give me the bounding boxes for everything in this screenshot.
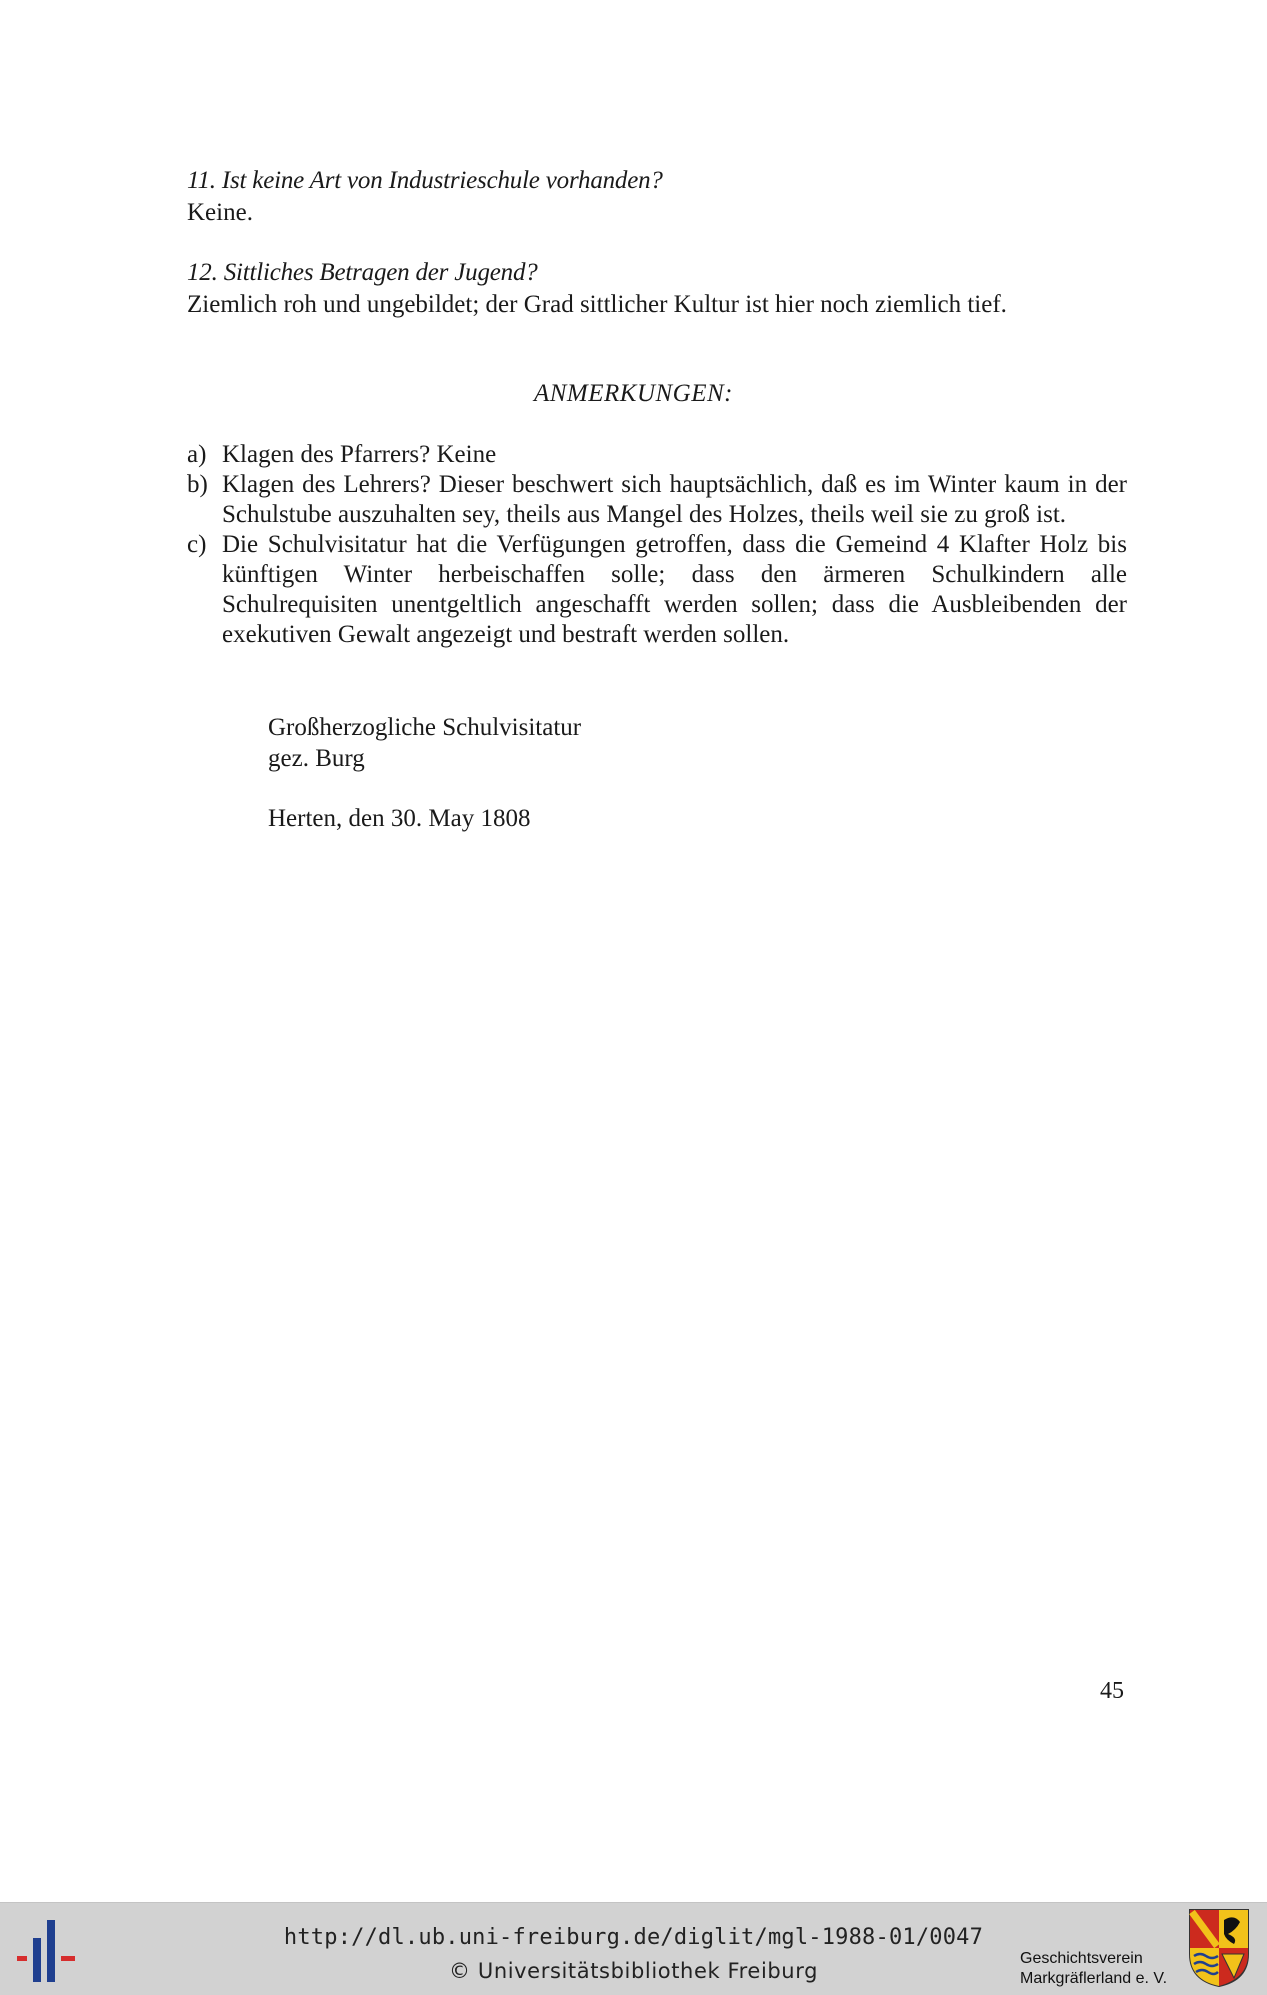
question-11-answer: Keine. [187, 199, 253, 226]
note-marker: c) [187, 531, 207, 558]
copyright-notice: © Universitätsbibliothek Freiburg [448, 1959, 819, 1983]
note-marker: a) [187, 441, 207, 468]
ub-freiburg-logo-icon[interactable] [15, 1912, 81, 1984]
page-number: 45 [1100, 1678, 1124, 1704]
question-12-answer: Ziemlich roh und ungebildet; der Grad sittlicher Kultur ist hier noch ziemlich tief. [187, 291, 1007, 318]
note-text: Klagen des Pfarrers? Keine [222, 441, 497, 468]
signature-place-date: Herten, den 30. May 1808 [268, 805, 531, 832]
publisher-line-1: Geschichtsverein [1020, 1950, 1143, 1967]
question-12-title: 12. Sittliches Betragen der Jugend? [187, 259, 538, 286]
note-text: Klagen des Lehrers? Dieser beschwert sich hauptsächlich, daß es im Winter kaum in der Schulstube auszuhalten sey, theils aus Mangel des Holzes, theils weil sie zu groß ist. [222, 471, 1127, 528]
note-c [187, 530, 1127, 650]
note-marker: b) [187, 471, 208, 498]
footer-bar [0, 1902, 1267, 1995]
question-11-title: 11. Ist keine Art von Industrieschule vorhanden? [187, 167, 663, 194]
publisher-name [1020, 1949, 1167, 1989]
section-heading: ANMERKUNGEN: [533, 380, 734, 407]
note-text: Die Schulvisitatur hat die Verfügungen getroffen, dass die Gemeind 4 Klafter Holz bis künftigen Winter herbeischaffen solle; dass den ärmeren Schulkindern alle Schulrequisiten unentgeltlich angeschafft werden sollen; dass die Ausbleibenden der exekutiven Gewalt angezeigt und bestraft werden sollen. [222, 531, 1127, 648]
signature-office: Großherzogliche Schulvisitatur [268, 714, 582, 741]
publisher-line-2: Markgräflerland e. V. [1020, 1970, 1168, 1987]
permalink-url[interactable]: http://dl.ub.uni-freiburg.de/diglit/mgl-1988-01/0047 [283, 1925, 984, 1950]
note-b [187, 470, 1127, 530]
notes-list [187, 440, 1127, 650]
note-a [187, 440, 1127, 470]
coat-of-arms-icon [1188, 1908, 1250, 1988]
signature-name: gez. Burg [268, 745, 365, 772]
